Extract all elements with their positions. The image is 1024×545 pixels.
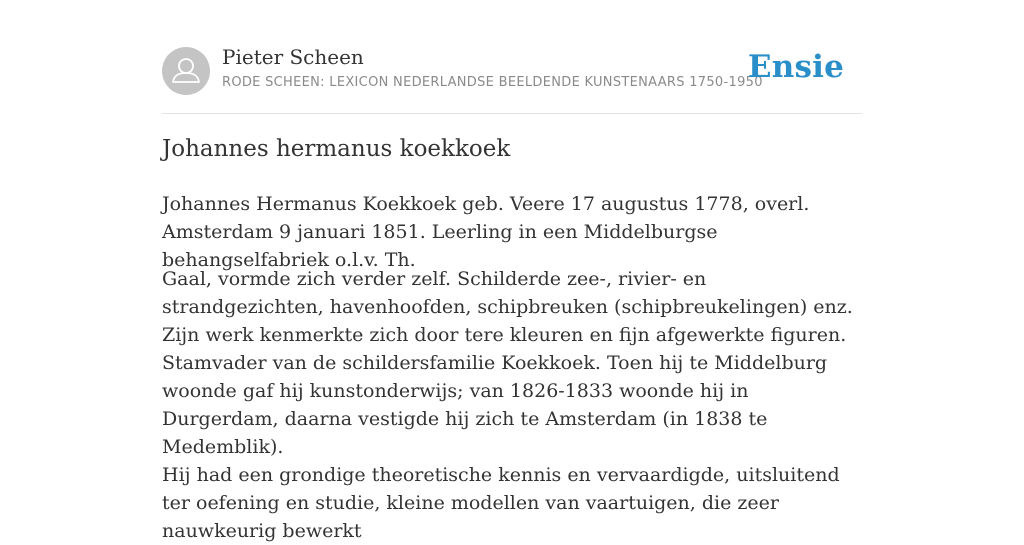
author-name-link[interactable]: Pieter Scheen — [222, 45, 364, 69]
user-icon — [162, 47, 210, 95]
article-paragraph: Johannes Hermanus Koekkoek geb. Veere 17 augustus 1778, overl. Amsterdam 9 januari 1851. Leerling in een Middelburgse behangselfabriek o.l.v. Th. — [162, 193, 810, 271]
article-paragraph: Gaal, vormde zich verder zelf. Schilderde zee-, rivier- en strandgezichten, havenhoofden, schipbreuken (schipbreukelingen) enz. Zijn werk kenmerkte zich door tere kleuren en fijn afgewerkte figuren. Stamvader van de schildersfamilie Koekkoek. Toen hij te Middelburg woonde gaf hij kunstonderwijs; van 1826-1833 woonde hij in Durgerdam, daarna vestigde hij zich te Amsterdam (in 1838 te Medemblik). — [162, 268, 853, 458]
article-header — [162, 0, 862, 114]
article-paragraph: Hij had een grondige theoretische kennis en vervaardigde, uitsluitend ter oefening en studie, kleine modellen van vaartuigen, die zeer nauwkeurig bewerkt — [162, 464, 840, 542]
page-container — [162, 0, 862, 542]
author-avatar[interactable] — [162, 47, 210, 95]
ensie-logo[interactable]: Ensie — [747, 49, 844, 85]
article-title: Johannes hermanus koekkoek — [162, 136, 511, 162]
author-source: RODE SCHEEN: LEXICON NEDERLANDSE BEELDENDE KUNSTENAARS 1750-1950 — [222, 75, 763, 90]
